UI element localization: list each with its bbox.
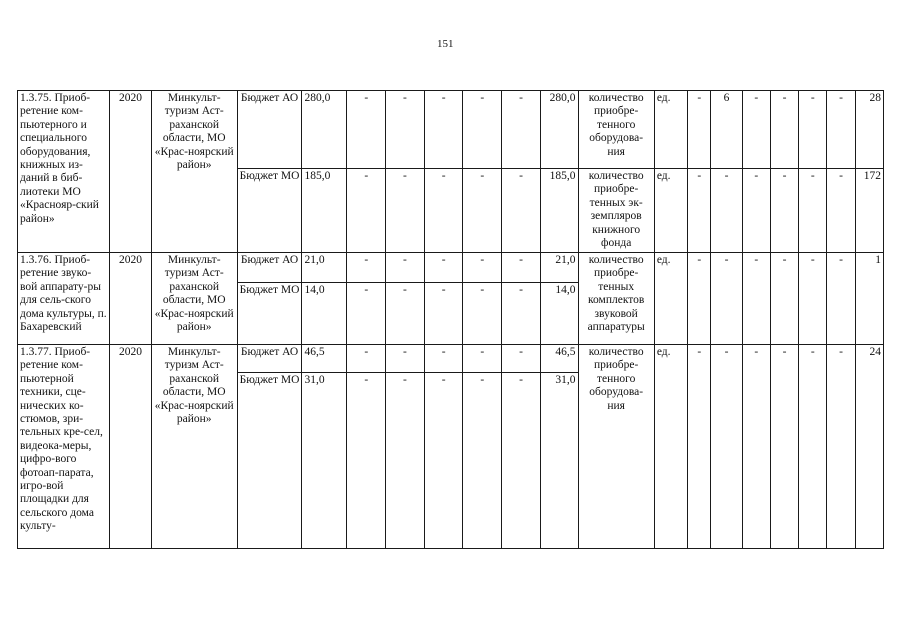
amount-cell: 31,0 bbox=[302, 373, 347, 549]
empty-year-cell: - bbox=[386, 253, 425, 283]
period-value-cell: - bbox=[688, 91, 711, 169]
total-cell: 280,0 bbox=[540, 91, 578, 169]
empty-year-cell: - bbox=[347, 169, 386, 253]
amount-cell: 46,5 bbox=[302, 345, 347, 373]
period-value-cell: - bbox=[827, 169, 855, 253]
empty-year-cell: - bbox=[502, 169, 541, 253]
total-cell: 46,5 bbox=[540, 345, 578, 373]
empty-year-cell: - bbox=[502, 283, 541, 345]
empty-year-cell: - bbox=[347, 283, 386, 345]
period-value-cell: - bbox=[770, 345, 798, 549]
table-row bbox=[18, 253, 884, 283]
period-value-cell: - bbox=[688, 253, 711, 345]
empty-year-cell: - bbox=[463, 345, 502, 373]
amount-cell: 185,0 bbox=[302, 169, 347, 253]
unit-cell: ед. bbox=[654, 169, 687, 253]
final-value-cell: 28 bbox=[855, 91, 883, 169]
amount-cell: 21,0 bbox=[302, 253, 347, 283]
period-value-cell: - bbox=[827, 91, 855, 169]
funding-source-cell: Бюджет АО bbox=[237, 253, 302, 283]
period-value-cell: - bbox=[799, 345, 827, 549]
empty-year-cell: - bbox=[424, 253, 463, 283]
executor-cell: Минкульт-туризм Аст-раханской области, МО «Крас-ноярский район» bbox=[151, 345, 237, 549]
empty-year-cell: - bbox=[502, 91, 541, 169]
indicator-cell: количество приобре-тенного оборудова-ния bbox=[578, 91, 654, 169]
period-value-cell: - bbox=[711, 345, 742, 549]
funding-source-cell: Бюджет АО bbox=[237, 91, 302, 169]
empty-year-cell: - bbox=[424, 373, 463, 549]
measure-description: 1.3.77. Приоб-ретение ком-пьютерной техники, сце-нических ко-стюмов, зри-тельных кре-сел, видеока-меры, цифро-вого фотоап-парата, игро-вой площадки для сельского дома культу- bbox=[18, 345, 110, 549]
period-value-cell: - bbox=[770, 253, 798, 345]
funding-source-cell: Бюджет АО bbox=[237, 345, 302, 373]
empty-year-cell: - bbox=[424, 91, 463, 169]
empty-year-cell: - bbox=[424, 283, 463, 345]
total-cell: 185,0 bbox=[540, 169, 578, 253]
empty-year-cell: - bbox=[463, 169, 502, 253]
measure-description: 1.3.75. Приоб-ретение ком-пьютерного и специального оборудования, книжных из-даний в биб-лиотеки МО «Краснояр-ский район» bbox=[18, 91, 110, 253]
year-cell: 2020 bbox=[110, 345, 152, 549]
period-value-cell: - bbox=[799, 91, 827, 169]
year-cell: 2020 bbox=[110, 253, 152, 345]
executor-cell: Минкульт-туризм Аст-раханской области, МО «Крас-ноярский район» bbox=[151, 91, 237, 253]
period-value-cell: - bbox=[711, 253, 742, 345]
table-row bbox=[18, 345, 884, 373]
empty-year-cell: - bbox=[347, 373, 386, 549]
total-cell: 31,0 bbox=[540, 373, 578, 549]
period-value-cell: - bbox=[827, 345, 855, 549]
empty-year-cell: - bbox=[424, 169, 463, 253]
empty-year-cell: - bbox=[463, 91, 502, 169]
total-cell: 14,0 bbox=[540, 283, 578, 345]
empty-year-cell: - bbox=[386, 373, 425, 549]
empty-year-cell: - bbox=[386, 169, 425, 253]
empty-year-cell: - bbox=[386, 283, 425, 345]
page-number: 151 bbox=[437, 38, 454, 50]
unit-cell: ед. bbox=[654, 253, 687, 345]
final-value-cell: 24 bbox=[855, 345, 883, 549]
unit-cell: ед. bbox=[654, 345, 687, 549]
period-value-cell: - bbox=[711, 169, 742, 253]
period-value-cell: - bbox=[742, 345, 770, 549]
amount-cell: 280,0 bbox=[302, 91, 347, 169]
final-value-cell: 172 bbox=[855, 169, 883, 253]
period-value-cell: - bbox=[827, 253, 855, 345]
empty-year-cell: - bbox=[502, 253, 541, 283]
empty-year-cell: - bbox=[347, 345, 386, 373]
table-row bbox=[18, 91, 884, 169]
empty-year-cell: - bbox=[347, 91, 386, 169]
indicator-cell: количество приобре-тенных эк-земпляров книжного фонда bbox=[578, 169, 654, 253]
empty-year-cell: - bbox=[502, 345, 541, 373]
period-value-cell: - bbox=[770, 91, 798, 169]
unit-cell: ед. bbox=[654, 91, 687, 169]
year-cell: 2020 bbox=[110, 91, 152, 253]
measure-description: 1.3.76. Приоб-ретение звуко-вой аппарату-ры для сель-ского дома культуры, п. Бахаревский bbox=[18, 253, 110, 345]
executor-cell: Минкульт-туризм Аст-раханской области, МО «Крас-ноярский район» bbox=[151, 253, 237, 345]
period-value-cell: - bbox=[770, 169, 798, 253]
total-cell: 21,0 bbox=[540, 253, 578, 283]
period-value-cell: - bbox=[742, 253, 770, 345]
indicator-cell: количество приобре-тенных комплектов звуковой аппаратуры bbox=[578, 253, 654, 345]
empty-year-cell: - bbox=[463, 253, 502, 283]
empty-year-cell: - bbox=[347, 253, 386, 283]
funding-source-cell: Бюджет МО bbox=[237, 373, 302, 549]
empty-year-cell: - bbox=[386, 91, 425, 169]
funding-source-cell: Бюджет МО bbox=[237, 283, 302, 345]
amount-cell: 14,0 bbox=[302, 283, 347, 345]
empty-year-cell: - bbox=[386, 345, 425, 373]
period-value-cell: - bbox=[688, 345, 711, 549]
period-value-cell: - bbox=[799, 253, 827, 345]
period-value-cell: - bbox=[742, 91, 770, 169]
period-value-cell: - bbox=[799, 169, 827, 253]
program-table bbox=[17, 90, 884, 549]
funding-source-cell: Бюджет МО bbox=[237, 169, 302, 253]
period-value-cell: 6 bbox=[711, 91, 742, 169]
period-value-cell: - bbox=[742, 169, 770, 253]
final-value-cell: 1 bbox=[855, 253, 883, 345]
empty-year-cell: - bbox=[463, 283, 502, 345]
indicator-cell: количество приобре-тенного оборудова-ния bbox=[578, 345, 654, 549]
empty-year-cell: - bbox=[424, 345, 463, 373]
period-value-cell: - bbox=[688, 169, 711, 253]
empty-year-cell: - bbox=[463, 373, 502, 549]
empty-year-cell: - bbox=[502, 373, 541, 549]
